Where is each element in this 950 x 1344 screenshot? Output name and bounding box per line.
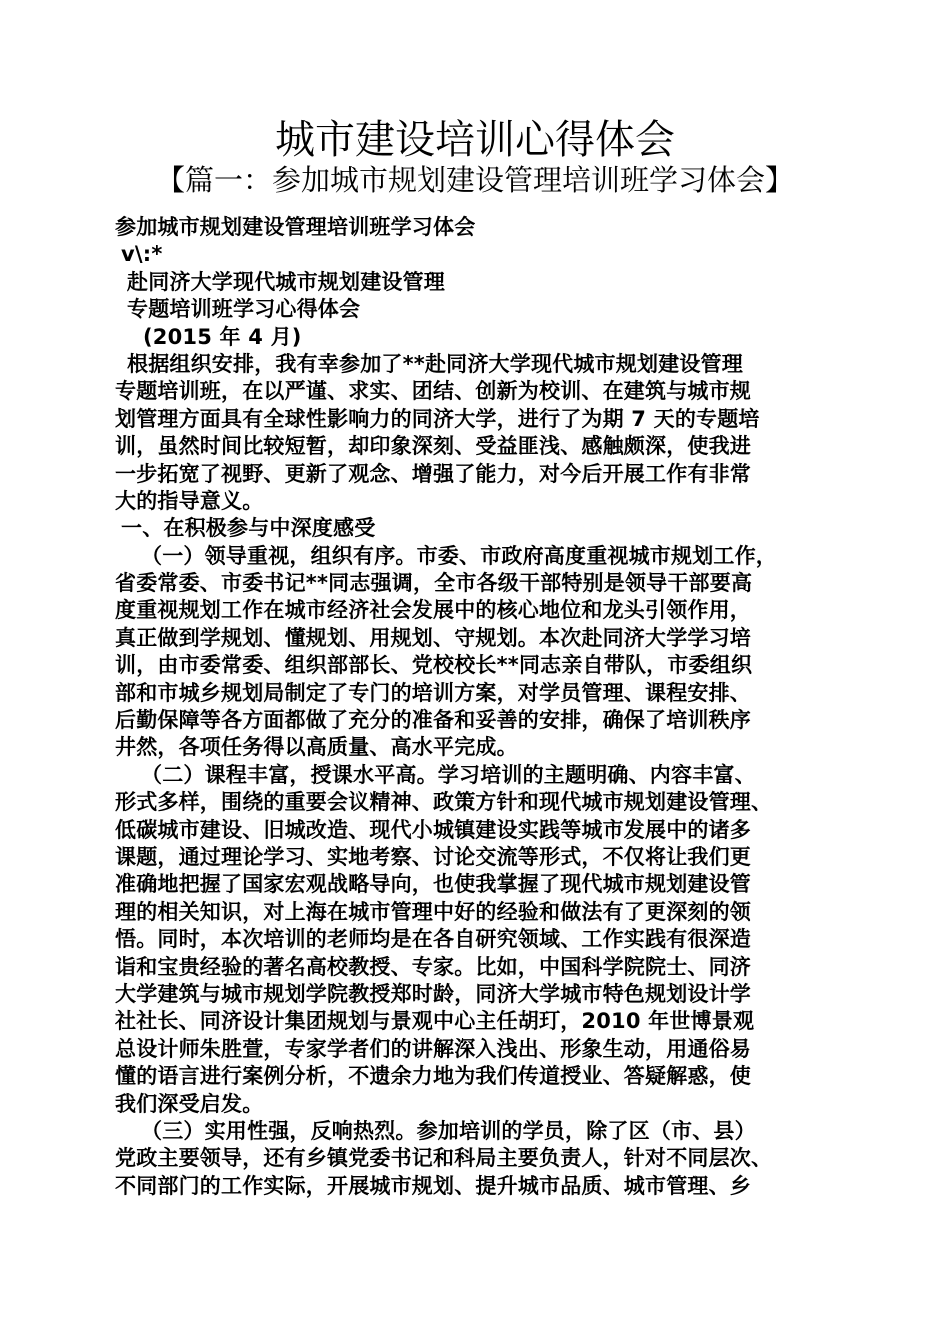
paragraph-line: （三）实用性强，反响热烈。参加培训的学员，除了区（市、县） [141, 1118, 756, 1143]
paragraph-line: 理的相关知识，对上海在城市管理中好的经验和做法有了更深刻的领 [115, 899, 751, 924]
paragraph-line: 悟。同时，本次培训的老师均是在各自研究领域、工作实践有很深造 [115, 927, 751, 952]
paragraph-line: 大的指导意义。 [115, 488, 264, 513]
paragraph-line: 大学建筑与城市规划学院教授郑时龄，同济大学城市特色规划设计学 [115, 981, 751, 1006]
paragraph-line: 划管理方面具有全球性影响力的同济大学，进行了为期 7 天的专题培 [115, 406, 760, 431]
paragraph-line: 懂的语言进行案例分析，不遗余力地为我们传道授业、答疑解惑，使 [115, 1064, 751, 1089]
document-subtitle: 【篇一：参加城市规划建设管理培训班学习体会】 [155, 163, 794, 197]
paragraph-line: 形式多样，围绕的重要会议精神、政策方针和现代城市规划建设管理、 [115, 790, 773, 815]
paragraph-line: 不同部门的工作实际，开展城市规划、提升城市品质、城市管理、乡 [115, 1173, 751, 1198]
document-title: 城市建设培训心得体会 [275, 117, 675, 163]
paragraph-line: 训，虽然时间比较短暂，却印象深刻、受益匪浅、感触颇深，使我进 [115, 434, 751, 459]
paragraph-line: 课题，通过理论学习、实地考察、讨论交流等形式，不仅将让我们更 [115, 844, 751, 869]
paragraph-line: 井然，各项任务得以高质量、高水平完成。 [115, 735, 518, 760]
text-line: v\:* [121, 242, 163, 267]
paragraph-line: （二）课程丰富，授课水平高。学习培训的主题明确、内容丰富、 [141, 762, 756, 787]
paragraph-line: 训，由市委常委、组织部部长、党校校长**同志亲自带队，市委组织 [115, 653, 753, 678]
paragraph-line: 党政主要领导，还有乡镇党委书记和科局主要负责人，针对不同层次、 [115, 1146, 773, 1171]
paragraph-line: 准确地把握了国家宏观战略导向，也使我掌握了现代城市规划建设管 [115, 872, 751, 897]
paragraph-line: 根据组织安排，我有幸参加了**赴同济大学现代城市规划建设管理 [127, 351, 743, 376]
paragraph-line: 真正做到学规划、懂规划、用规划、守规划。本次赴同济大学学习培 [115, 625, 751, 650]
paragraph-line: 总设计师朱胜萱，专家学者们的讲解深入浅出、形象生动，用通俗易 [115, 1036, 751, 1061]
paragraph-line: 度重视规划工作在城市经济社会发展中的核心地位和龙头引领作用， [115, 598, 751, 623]
section-heading: 赴同济大学现代城市规划建设管理 [127, 269, 445, 294]
paragraph-line: 一步拓宽了视野、更新了观念、增强了能力，对今后开展工作有非常 [115, 461, 751, 486]
paragraph-line: 省委常委、市委书记**同志强调，全市各级干部特别是领导干部要高 [115, 571, 753, 596]
paragraph-line: 低碳城市建设、旧城改造、现代小城镇建设实践等城市发展中的诸多 [115, 817, 751, 842]
section-heading: 一、在积极参与中深度感受 [121, 516, 376, 541]
date-line: (2015 年 4 月) [143, 324, 302, 349]
paragraph-line: 部和市城乡规划局制定了专门的培训方案，对学员管理、课程安排、 [115, 680, 751, 705]
paragraph-line: 社社长、同济设计集团规划与景观中心主任胡玎，2010 年世博景观 [115, 1009, 755, 1034]
paragraph-line: 诣和宝贵经验的著名高校教授、专家。比如，中国科学院院士、同济 [115, 954, 751, 979]
paragraph-line: 我们深受启发。 [115, 1091, 264, 1116]
paragraph-line: （一）领导重视，组织有序。市委、市政府高度重视城市规划工作， [141, 543, 777, 568]
section-heading: 参加城市规划建设管理培训班学习体会 [115, 215, 476, 239]
paragraph-line: 专题培训班，在以严谨、求实、团结、创新为校训、在建筑与城市规 [115, 379, 751, 404]
document-body [115, 214, 845, 1200]
section-heading: 专题培训班学习心得体会 [127, 297, 361, 322]
paragraph-line: 后勤保障等各方面都做了充分的准备和妥善的安排，确保了培训秩序 [115, 708, 751, 733]
